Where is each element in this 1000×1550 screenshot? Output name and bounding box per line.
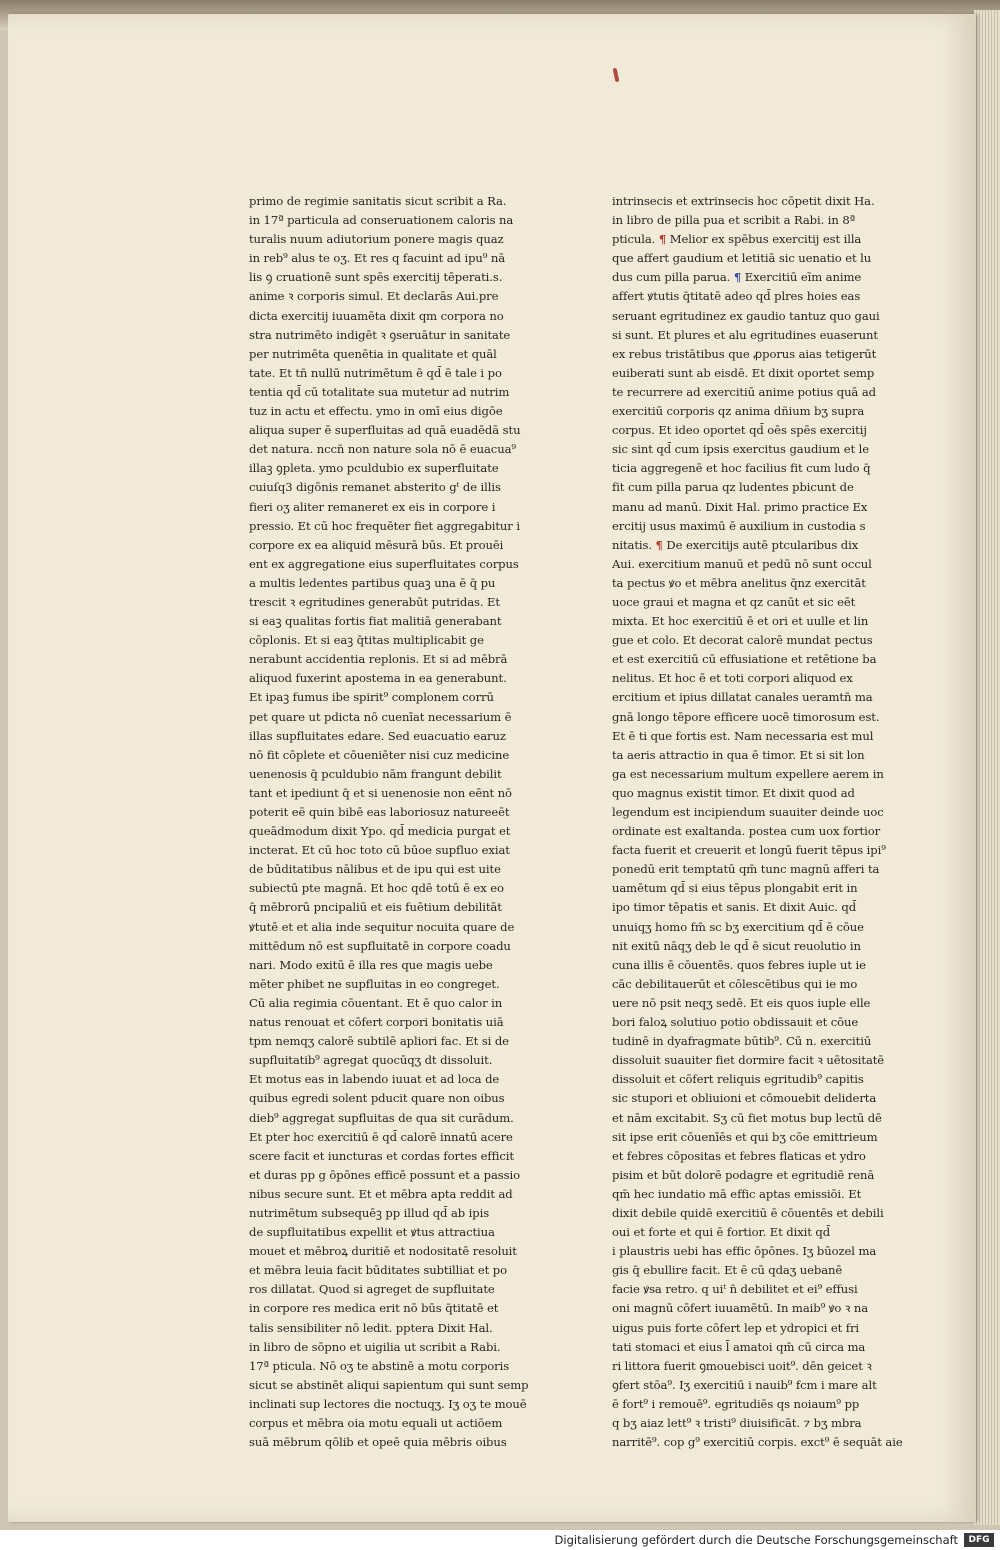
text-line: sicut se abstinēt aliqui sapientum qui sunt semp xyxy=(249,1377,529,1392)
text-line: trescit ꝛ egritudines generabūt putridas. Et xyxy=(249,594,500,609)
dfg-logo: DFG xyxy=(964,1533,994,1547)
text-line: mittēdum nō est supfluitatē in corpore coadu xyxy=(249,938,511,953)
text-line: cuiuſq3 digōnis remanet absterito gᵗ de illis xyxy=(249,480,501,495)
text-line: gis q̄ ebullire facit. Et ē cū qdaʒ uebanē xyxy=(612,1263,843,1278)
text-line: de būditatibus nālibus et de ipu qui est uite xyxy=(249,862,501,877)
text-line: primo de regimie sanitatis sicut scribit a Ra. xyxy=(249,194,507,208)
text-line: fieri oʒ aliter remaneret ex eis in corpore i xyxy=(249,499,496,514)
text-line: cōplonis. Et si eaꝫ q̄titas multiplicabit ge xyxy=(249,633,484,648)
text-line: stra nutrimēto indigēt ꝛ ꝯseruātur in sanitate xyxy=(249,327,511,342)
text-line: a multis ledentes partibus quaꝫ una ē q̄ pu xyxy=(249,575,496,590)
text-line: pet quare ut pdicta nō cuenīat necessarium ē xyxy=(249,709,512,724)
text-line: suā mēbrum qōlib et opeē quia mēbris oibus xyxy=(249,1435,507,1450)
text-line: corpore ex ea aliquid mēsurā būs. Et prouēi xyxy=(249,537,504,552)
text-line: in corpore res medica erit nō būs q̄titatē et xyxy=(249,1301,499,1316)
text-line: ex rebus tristātibus que ꝓporus aias tetigerūt xyxy=(612,346,877,361)
text-line: ipo timor tēpatis et sanis. Et dixit Auic. qd̄ xyxy=(612,900,857,915)
text-line: corpus et mēbra oia motu equali ut actiōem xyxy=(249,1416,503,1430)
text-line: et est exercitiū cū effusiatione et retētione ba xyxy=(612,652,877,667)
text-line: ent ex aggregatione eius superfluitates corpus xyxy=(249,556,519,571)
text-line: pressio. Et cū hoc frequēter fiet aggregabitur i xyxy=(249,518,520,533)
left-text-column xyxy=(249,192,529,1452)
text-line: nitatis. ¶ De exercitijs autē ptcularibus dix xyxy=(612,537,859,552)
text-line: legendum est incipiendum suauiter deinde uoc xyxy=(612,805,884,819)
text-line: dieb⁹ aggregat supfluitas de qua sit curādum. xyxy=(249,1110,514,1125)
text-line: 17ª pticula. Nō oʒ te abstinē a motu corporis xyxy=(249,1358,510,1373)
text-line: nerabunt accidentia replonis. Et si ad mēbrā xyxy=(249,652,508,667)
text-line: in libro de pilla pua et scribit a Rabi. in 8ª xyxy=(612,213,856,228)
text-line: oni magnū cōfert iuuamētū. In maib⁹ ꝟo ꝛ na xyxy=(612,1301,869,1316)
text-line: uenenosis q̄ pculdubio nām frangunt debilit xyxy=(249,766,502,781)
text-line: facie ꝟsa retro. q uiᵗ n̄ debilitet et ei⁹ effusi xyxy=(612,1282,858,1297)
text-line: unuiqʒ homo fm̄ sc bʒ exercitium qd̄ ē cōue xyxy=(612,919,864,934)
text-line: qm̄ hec iundatio mā effic aptas emissiōi. Et xyxy=(612,1186,862,1201)
text-line: affert ꝟtutis q̄titatē adeo qd̄ plres hoies eas xyxy=(612,289,861,304)
text-line: Et ē ti que fortis est. Nam necessaria est mul xyxy=(612,728,874,743)
text-line: ꝯfert stōa⁹. Iʒ exercitiū i nauib⁹ fcm i mare alt xyxy=(612,1377,877,1392)
text-line: q bʒ aiaz lett⁹ ꝛ tristi⁹ diuisificāt. ⁊ bʒ mbra xyxy=(612,1416,862,1430)
text-line: ē fort⁹ i remouē⁹. egritudiēs qs noiaum⁹ pp xyxy=(612,1396,860,1411)
text-line: dissoluit et cōfert reliquis egritudib⁹ capitis xyxy=(612,1072,864,1087)
text-line: det natura. nccn̄ non nature sola nō ē euacua⁹ xyxy=(249,442,516,457)
text-line: illaꝫ ꝯpleta. ymo pculdubio ex superfluitate xyxy=(249,461,499,476)
text-line: ercitij usus maximū ē auxilium in custodia s xyxy=(612,518,866,533)
text-line: tudinē in dyafragmate būtib⁹. Cū n. exercitiū xyxy=(612,1034,872,1049)
text-line: facta fuerit et creuerit et longū fuerit tēpus ipi⁹ xyxy=(612,843,886,858)
text-line: inclinati sup lectores die noctuqʒ. Iʒ oʒ te mouē xyxy=(249,1396,527,1411)
text-line: tati stomaci et eius l̄ amatoi qm̄ cū circa ma xyxy=(612,1339,866,1354)
text-line: queādmodum dixit Ypo. qd̄ medicia purgat et xyxy=(249,824,511,839)
text-line: manu ad manū. Dixit Hal. primo practice Ex xyxy=(612,499,868,514)
text-line: mouet et mēbroꝝ duritiē et nodositatē resoluit xyxy=(249,1244,517,1259)
text-line: seruant egritudinez ex gaudio tantuz quo gaui xyxy=(612,308,880,323)
text-line: Aui. exercitium manuū et pedū nō sunt occul xyxy=(612,556,872,571)
text-line: in libro de sōpno et uigilia ut scribit a Rabi. xyxy=(249,1339,501,1354)
page-edges xyxy=(974,10,1000,1525)
text-line: ri littora fuerit ꝯmouebisci uoit⁹. dēn geicet ꝛ xyxy=(612,1358,872,1373)
text-line: uoce graui et magna et qz canūt et sic eēt xyxy=(612,594,856,609)
text-line: illas supfluitates edare. Sed euacuatio earuz xyxy=(249,728,506,743)
text-line: uere nō psit neqʒ sedē. Et eis quos iuple elle xyxy=(612,995,871,1010)
text-line: de supfluitatibus expellit et ꝟtus attractiua xyxy=(249,1225,495,1240)
text-line: te recurrere ad exercitiū anime potius quā ad xyxy=(612,384,876,399)
text-line: tate. Et tn̄ nullū nutrimētum ē qd̄ ē tale i po xyxy=(249,365,502,380)
text-line: ta aeris attractio in qua ē timor. Et si sit lon xyxy=(612,747,865,762)
text-line: dixit debile quidē exercitiū ē cōuentēs et debili xyxy=(612,1205,884,1220)
text-line: dicta exercitij iuuamēta dixit qm corpora no xyxy=(249,308,504,323)
text-line: euiberati sunt ab eisdē. Et dixit oportet semp xyxy=(612,365,875,380)
text-line: poterit eē quin bibē eas laboriosuz natureeēt xyxy=(249,805,510,819)
text-line: nari. Modo exitū ē illa res que magis uebe xyxy=(249,957,493,972)
text-line: tant et ipediunt q̄ et si uenenosie non eēnt nō xyxy=(249,785,512,800)
text-line: ga est necessarium multum expellere aerem in xyxy=(612,766,884,781)
text-line: lis ꝯ cruationē sunt spēs exercitij tēperati.s. xyxy=(249,270,503,285)
text-line: dissoluit suauiter fiet dormire facit ꝛ uētositatē xyxy=(612,1053,885,1068)
text-line: ordinate est exaltanda. postea cum uox fortior xyxy=(612,824,881,839)
text-line: exercitiū corporis qz anima dñium bʒ supra xyxy=(612,404,865,419)
text-line: mixta. Et hoc exercitiū ē et ori et uulle et lin xyxy=(612,614,869,629)
text-line: quibus egredi solent pducit quare non oibus xyxy=(249,1091,505,1106)
text-line: i plaustris uebi has effic ōpōnes. Iʒ būozel ma xyxy=(612,1244,877,1259)
text-line: uigus puis forte cōfert lep et ydropici et fri xyxy=(612,1320,859,1335)
footer-bar xyxy=(0,1530,1000,1550)
text-line: anime ꝛ corporis simul. Et declarās Aui.pre xyxy=(249,289,499,304)
text-line: talis sensibiliter nō ledit. pptera Dixit Hal. xyxy=(249,1320,493,1335)
text-line: gue et colo. Et decorat calorē mundat pectus xyxy=(612,633,873,648)
text-line: nutrimētum subsequēꝫ pp illud qd̄ ab ipis xyxy=(249,1205,490,1220)
text-line: nibus secure sunt. Et et mēbra apta reddit ad xyxy=(249,1186,513,1201)
text-line: cāc debilitauerūt et cōlescētibus qui ie mo xyxy=(612,976,858,991)
text-line: narritē⁹. cop g⁹ exercitiū corpis. exct⁹ ē sequāt aie xyxy=(612,1435,903,1450)
text-line: nō fit cōplete et cōueniēter nisi cuz medicine xyxy=(249,747,510,762)
text-line: que affert gaudium et letitiā sic uenatio et lu xyxy=(612,251,872,266)
text-line: tentia qd̄ cū totalitate sua mutetur ad nutrim xyxy=(249,384,510,399)
text-line: et mēbra leuia facit būditates subtilliat et po xyxy=(249,1263,507,1278)
right-text-column xyxy=(612,192,903,1452)
text-line: et duras pp g ōpōnes efficē possunt et a passio xyxy=(249,1167,520,1182)
text-line: sic sint qd̄ cum ipsis exercitus gaudium et le xyxy=(612,442,870,457)
text-line: scere facit et iuncturas et cordas fortes efficit xyxy=(249,1148,514,1163)
text-line: cuna illis ē cōuentēs. quos febres iuple ut ie xyxy=(612,957,866,972)
text-line: supfluitatib⁹ agregat quocūqʒ dt dissoluit. xyxy=(249,1053,493,1068)
text-line: Et pter hoc exercitiū ē qd̄ calorē innatū acere xyxy=(249,1129,513,1144)
text-line: aliquod fuxerint apostema in ea generabunt. xyxy=(249,671,507,686)
text-line: et febres cōpositas et febres flaticas et ydro xyxy=(612,1148,866,1163)
text-line: bori faloꝝ solutiuo potio obdissauit et cōue xyxy=(612,1015,859,1030)
text-line: incterat. Et cū hoc toto cū būoe supfluo exiat xyxy=(249,843,510,858)
text-line: dus cum pilla parua. ¶ Exercitiū eīm anime xyxy=(612,270,862,285)
text-line: intrinsecis et extrinsecis hoc cōpetit dixit Ha. xyxy=(612,194,875,208)
text-line: fit cum pilla parua qz ludentes pbicunt de xyxy=(612,480,854,495)
text-line: q̄ mēbrorū pncipaliū et eis fuētium debilitāt xyxy=(249,900,502,915)
text-line: corpus. Et ideo oportet qd̄ oēs spēs exercitij xyxy=(612,423,867,438)
text-line: si eaꝫ qualitas fortis fiat malitiā generabant xyxy=(249,614,502,629)
text-line: ros dillatat. Quod si agreget de supfluitate xyxy=(249,1282,495,1297)
text-line: Et motus eas in labendo iuuat et ad loca de xyxy=(249,1072,500,1087)
text-line: oui et forte et qui ē fortior. Et dixit qd̄ xyxy=(612,1225,831,1240)
text-line: tuz in actu et effectu. ymo in omī eius digōe xyxy=(249,404,503,419)
text-line: ticia aggregenē et hoc facilius fit cum ludo q̄ xyxy=(612,461,871,476)
text-line: turalis nuum adiutorium ponere magis quaz xyxy=(249,232,504,247)
faded-foliation-mark xyxy=(113,126,153,142)
text-line: ercitium et ipius dillatat canales ueramtn̄ ma xyxy=(612,690,873,705)
text-line: et nām excitabit. Sʒ cū fiet motus bup lectū dē xyxy=(612,1110,882,1125)
text-line: Cū alia regimia cōuentant. Et ē quo calor in xyxy=(249,995,503,1010)
funding-credit: Digitalisierung gefördert durch die Deutsche Forschungsgemeinschaft xyxy=(554,1533,958,1547)
text-line: in reb⁹ alus te oʒ. Et res q facuint ad ipu⁹ nā xyxy=(249,251,506,266)
text-line: mēter phibet ne supfluitas in eo congreget. xyxy=(249,976,500,991)
text-line: per nutrimēta quenētia in qualitate et quāl xyxy=(249,346,497,361)
text-line: in 17ª particula ad conseruationem caloris na xyxy=(249,213,514,228)
text-line: tpm nemqʒ calorē subtilē apliori fac. Et si de xyxy=(249,1034,509,1049)
text-line: ta pectus ꝟo et mēbra anelitus q̄nz exercitāt xyxy=(612,575,866,590)
text-line: si sunt. Et plures et alu egritudines euaserunt xyxy=(612,327,878,342)
text-line: subiectū pte magnā. Et hoc qdē totū ē ex eo xyxy=(249,881,504,896)
text-line: Et ipaꝫ fumus ibe spirit⁹ complonem corrū xyxy=(249,690,494,705)
text-line: natus renouat et cōfert corpori bonitatis uiā xyxy=(249,1015,504,1030)
text-line: nelitus. Et hoc ē et toti corpori aliquod ex xyxy=(612,671,853,686)
text-line: ꝟtutē et et alia inde sequitur nocuita quare de xyxy=(249,919,515,934)
text-line: pisim et būt dolorē podagre et egritudiē renā xyxy=(612,1167,875,1182)
text-line: quo magnus existit timor. Et dixit quod ad xyxy=(612,785,855,800)
text-line: aliqua super ē superfluitas ad quā euadēdā stu xyxy=(249,423,521,438)
text-line: sic stupori et obliuioni et cōmouebit deliderta xyxy=(612,1091,877,1106)
text-line: nit exitū nāqʒ deb le qd̄ ē sicut reuolutio in xyxy=(612,938,861,953)
text-line: uamētum qd̄ si eius tēpus plongabit erit in xyxy=(612,881,858,896)
text-line: sit ipse erit cōuenīēs et qui bʒ cōe emittrieum xyxy=(612,1129,878,1144)
text-line: ponedū erit temptatū qm̄ tunc magnū afferi ta xyxy=(612,862,880,877)
text-line: gnā longo tēpore efficere uocē timorosum est. xyxy=(612,709,880,724)
text-line: pticula. ¶ Melior ex spēbus exercitij est illa xyxy=(612,232,862,247)
